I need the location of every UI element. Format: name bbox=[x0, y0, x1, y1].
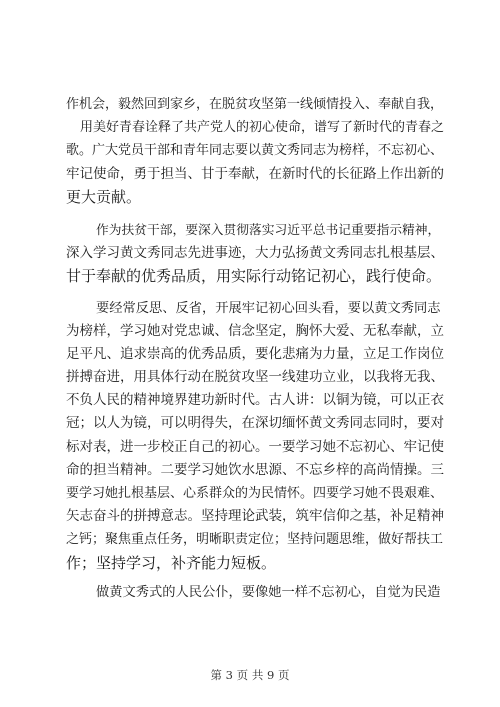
text-line: 足平凡、追求崇高的优秀品质，要化悲痛为力量，立足工作岗位 bbox=[66, 345, 444, 362]
text-line: 深入学习黄文秀同志先进事迹，大力弘扬黄文秀同志扎根基层、 bbox=[66, 245, 444, 262]
text-line: 不负人民的精神境界建功新时代。古人讲：以铜为镜，可以正衣 bbox=[66, 392, 444, 409]
text-line: 作机会，毅然回到家乡，在脱贫攻坚第一线倾情投入、奉献自我， bbox=[66, 97, 444, 112]
text-line: 甘于奉献的优秀品质，用实际行动铭记初心，践行使命。 bbox=[66, 267, 442, 286]
text-line: 更大贡献。 bbox=[66, 187, 142, 206]
text-line: 冠；以人为镜，可以明得失，在深切缅怀黄文秀同志同时，要对 bbox=[66, 415, 444, 432]
text-line: 歌。广大党员干部和青年同志要以黄文秀同志为榜样，不忘初心、 bbox=[66, 143, 444, 159]
text-line: 要学习她扎根基层、心系群众的为民情怀。四要学习她不畏艰难、 bbox=[66, 486, 444, 501]
text-line: 牢记使命，勇于担当、甘于奉献，在新时代的长征路上作出新的 bbox=[66, 165, 444, 182]
text-line: 做黄文秀式的人民公仆，要像她一样不忘初心，自觉为民造 bbox=[96, 584, 441, 600]
text-line: 矢志奋斗的拼搏意志。坚持理论武装，筑牢信仰之基，补足精神 bbox=[66, 508, 444, 525]
text-line: 标对表，进一步校正自己的初心。一要学习她不忘初心、牢记使 bbox=[66, 438, 444, 455]
text-line: 作为扶贫干部，要深入贯彻落实习近平总书记重要指示精神， bbox=[96, 222, 441, 238]
document-body bbox=[66, 93, 445, 604]
text-line: 命的担当精神。二要学习她饮水思源、不忘乡梓的高尚情操。三 bbox=[66, 461, 444, 478]
page-number-label: 第 3 页 共 9 页 bbox=[210, 668, 290, 682]
text-line: 作；坚持学习，补齐能力短板。 bbox=[66, 553, 277, 572]
text-line: 之钙；聚焦重点任务，明晰职责定位；坚持问题思维，做好帮扶工 bbox=[66, 532, 444, 548]
text-line: 为榜样，学习她对党忠诚、信念坚定，胸怀大爱、无私奉献，立 bbox=[66, 322, 444, 339]
page-footer bbox=[0, 667, 500, 683]
text-line: 要经常反思、反省，开展牢记初心回头看，要以黄文秀同志 bbox=[96, 300, 441, 316]
text-line: 用美好青春诠释了共产党人的初心使命，谱写了新时代的青春之 bbox=[80, 120, 445, 136]
text-line: 拼搏奋进，用具体行动在脱贫攻坚一线建功立业，以我将无我、 bbox=[66, 369, 444, 386]
